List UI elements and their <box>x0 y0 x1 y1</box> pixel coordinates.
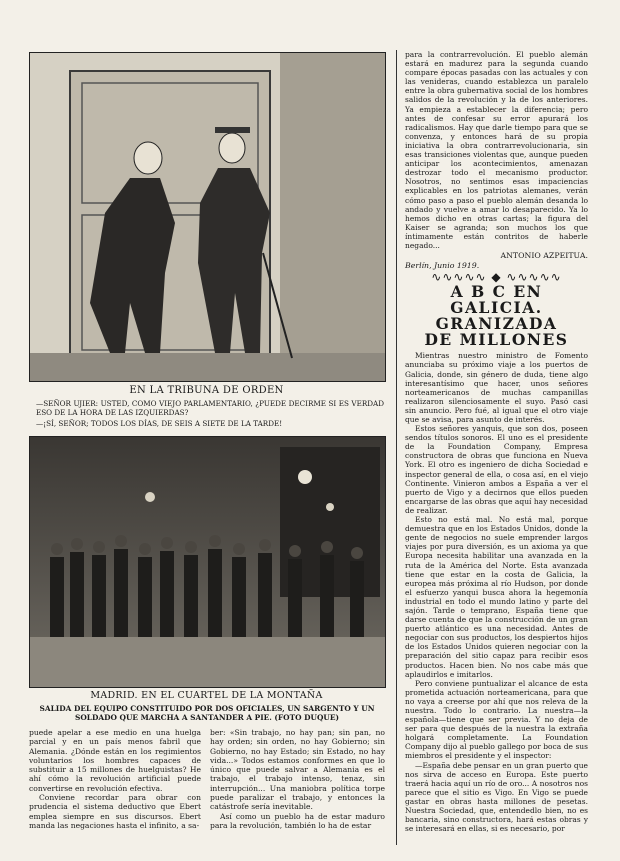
cartoon-dialogue-2: —¡SÍ, SEÑOR; TODOS LOS DÍAS, DE SEIS A SIETE DE LA TARDE! <box>36 419 283 428</box>
right-top-paragraph: para la contrarrevolución. El pueblo alemán estará en madurez para la segunda cuando compare épocas pasadas con las actuales y con las venideras, cuando establezca un paralelo entre la obra gubernativa social de los hombres salidos de la revolución y la de los anteriores. Ya empieza a establecer la diferencia; pero antes de confesar su error apurará los radicalismos. Hay que darle tiempo para que se convenza, y entonces hará de su propia iniciativa la obra contrarrevolucionaria, sin esas transiciones violentas que, aunque pueden anticipar los acontecimientos, amenazan destrozar todo el mecanismo productor. Nosotros, no sentimos esas impaciencias explicables en los patriotas alemanes, verán cómo paso a paso el pueblo alemán desanda lo andado y vuelve a amar lo desaparecido. Ya lo hemos dicho en otras cartas; la figura del Kaiser se agranda; son muchos los que íntimamente están contritos de haberle negado... <box>405 50 588 250</box>
photo-caption-title: MADRID. EN EL CUARTEL DE LA MONTAÑA <box>90 690 323 701</box>
galicia-paragraph-2: Estos señores yanquis, que son dos, poseen sendos títulos sonoros. El uno es el presidente de la Foundation Company, Empresa constructora de obras que funciona en Nueva York. El otro es ingeniero de dicha Sociedad e inspector general de ella, o cosa así, en el viejo Continente. Vinieron ambos a España a ver el puerto de Vigo y a decirnos que ellos pueden encargarse de las obras que aquí hay necesidad de realizar. <box>405 424 588 515</box>
ornament-divider: ∿∿∿∿∿ ◆ ∿∿∿∿∿ <box>431 270 562 285</box>
bottom-left-col1-paragraph-2: Conviene recordar para obrar con prudencia el sistema deductivo que Ebert emplea siempre en sus discursos. Ebert manda las negaciones hasta el infinito, a sa- <box>29 793 201 830</box>
right-column <box>405 50 588 833</box>
bottom-left-column-2 <box>210 728 385 830</box>
galicia-paragraph-3: Esto no está mal. No está mal, porque demuestra que en los Estados Unidos, donde la gente de negocios no suele emprender largos viajes por pura diversión, es un axioma ya que Europa necesita habilitar una avanzada en la ruta de la América del Norte. Esta avanzada tiene que estar en la costa de Galicia, la europea más próxima al río Hudson, por donde el esfuerzo yanqui busca ahora la hegemonía industrial en todo el mundo latino y parte del sajón. Tarde o temprano, España tiene que darse cuenta de que la construcción de un gran puerto atlántico es una necesidad. Antes de negociar con sus productos, los despiertos hijos de los Estados Unidos quieren negociar con la preparación del sitio capaz para recibir esos productos. Hacen bien. No nos cabe más que aplaudirlos e imitarlos. <box>405 515 588 679</box>
photo-caption-subtitle: SALIDA DEL EQUIPO CONSTITUIDO POR DOS OFICIALES, UN SARGENTO Y UN SOLDADO QUE MARCHA A SANTANDER A PIE. (FOTO DUQUE) <box>39 704 375 722</box>
cartoon-caption-title: EN LA TRIBUNA DE ORDEN <box>129 385 284 396</box>
bottom-left-column-1 <box>29 728 201 830</box>
cartoon-illustration <box>29 52 386 382</box>
galicia-paragraph-5: —España debe pensar en un gran puerto que nos sirva de acceso en Europa. Este puerto traerá hacia aquí un río de oro... A nosotros nos parece que el sitio es Vigo. En Vigo se puede gastar en obras hasta millones de pesetas. Nuestra Sociedad, que, entendedlo bien, no es bancaria, sino constructora, hará estas obras y se interesará en ellas, si es necesario, por <box>405 760 588 834</box>
bottom-left-col1-paragraph-1: puede apelar a ese medio en una huelga parcial y en un país menos fabril que Alemania. ¿Dónde están en los regimientos voluntarios los hombres capaces de substituir a 15 millones de huelguistas? He ahí cómo la revolución artificial puede convertirse en revolución efectiva. <box>29 728 201 793</box>
bottom-left-col2-paragraph-1: ber: «Sin trabajo, no hay pan; sin pan, no hay orden; sin orden, no hay Gobierno; sin Gobierno, no hay Estado; sin Estado, no hay vida...» Todos estamos conformes en que lo único que puede salvar a Alemania es el trabajo, el trabajo intenso, tenaz, sin interrupción... Una maniobra política torpe puede paralizar el trabajo, y entonces la catástrofe sería inevitable. <box>210 728 385 812</box>
column-divider <box>396 50 397 845</box>
article-signature: ANTONIO AZPEITUA. <box>500 251 588 261</box>
headline-line-1: A B C EN GALICIA. <box>450 282 543 318</box>
cartoon-dialogue-1: —SEÑOR UJIER: USTED, COMO VIEJO PARLAMENTARIO, ¿PUEDE DECIRME SI ES VERDAD ESO DE LA HORA DE LAS IZQUIERDAS? <box>36 399 384 417</box>
galicia-paragraph-1: Mientras nuestro ministro de Fomento anunciaba su próximo viaje a los puertos de Galicia, donde, sin género de duda, tiene algo interesantísimo que hacer, unos señores norteamericanos de muchas campanillas realizaron silenciosamente el suyo. Pasó casi sin anuncio. Pero fué, al igual que el otro viaje que se avisa, para asunto de interés. <box>405 351 588 424</box>
headline-line-2: GRANIZADA <box>435 314 558 334</box>
bottom-left-col2-paragraph-2: Así como un pueblo ha de estar maduro para la revolución, también lo ha de estar <box>210 811 385 830</box>
photo-illustration <box>29 436 386 688</box>
article-dateline: Berlín, Junio 1919. <box>405 261 480 271</box>
headline-line-3: DE MILLONES <box>424 330 569 350</box>
galicia-paragraph-4: Pero conviene puntualizar el alcance de esta prometida actuación norteamericana, para que no vaya a creerse por ahí que nos releva de la nuestra. Todo lo contrario. La nuestra—la española—tiene que ser previa. Y no deja de ser para que después de la nuestra la extraña holgará completamente. La Foundation Company dijo al pueblo gallego por boca de sus miembros el presidente y el inspector: <box>405 678 588 761</box>
